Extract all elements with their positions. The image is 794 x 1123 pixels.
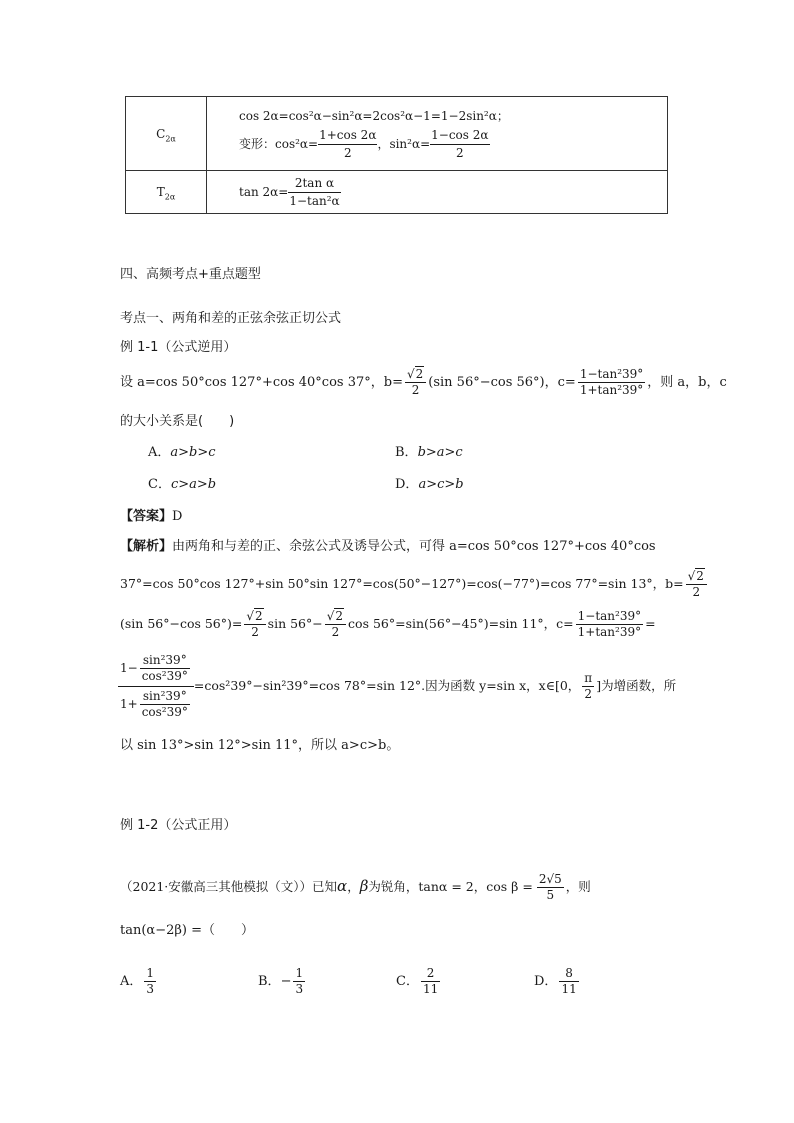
analysis-line5: 以 sin 13°>sin 12°>sin 11°，所以 a>c>b。 (120, 738, 400, 753)
analysis-l3-b: sin 56°− (267, 616, 323, 631)
analysis-l4-den-c: cos²39° (141, 705, 188, 719)
q2-den: 5 (546, 888, 555, 902)
answer-label: 【答案】 (120, 509, 173, 524)
c2a-line1: cos 2α=cos²α−sin²α=2cos²α−1=1−2sin²α； (239, 109, 509, 123)
analysis-l4-num (118, 653, 194, 687)
option-c-text: c>a>b (170, 477, 217, 492)
q2-option-a-den: 3 (146, 982, 155, 996)
c2a-label: C (156, 126, 166, 141)
q2-option-a[interactable] (120, 962, 158, 1002)
analysis-l4-den-frac (140, 689, 190, 720)
q2-alpha: α (337, 877, 348, 895)
example2-question-line2: tan(α−2β) =（ ） (120, 923, 254, 938)
analysis-l4-tail: =cos²39°−sin²39°=cos 78°=sin 12°.因为函数 y=sin x，x∈[0， (193, 678, 581, 693)
c2a-frac1 (318, 127, 377, 162)
option-a[interactable] (148, 446, 216, 459)
q2-num: 2√5 (538, 872, 562, 886)
q1-part-a: 设 a=cos 50°cos 127°+cos 40°cos 37°，b= (120, 375, 403, 390)
q2-option-c-den: 11 (422, 982, 439, 996)
option-b-label: B． (395, 445, 418, 460)
analysis-l4-den-b: sin²39° (140, 689, 190, 705)
q1-b-frac (405, 367, 426, 398)
c2a-line2-mid: ，sin²α= (377, 137, 431, 151)
analysis-l3-sqrt1: 2 (255, 609, 263, 623)
example1-question-line1 (120, 367, 727, 398)
kaodian-title: 考点一、两角和差的正弦余弦正切公式 (120, 311, 342, 326)
c2a-line2 (239, 127, 667, 162)
analysis-line4 (118, 650, 676, 722)
analysis-l4-pi: π (584, 671, 593, 685)
option-d[interactable] (395, 478, 464, 491)
section-title: 四、高频考点+重点题型 (120, 267, 261, 282)
analysis-line1 (120, 540, 656, 553)
q2-option-b-label: B． (258, 974, 281, 989)
q2-prefix: （2021·安徽高三其他模拟（文））已知 (120, 879, 338, 894)
q1-tail: ，则 a，b，c (647, 375, 727, 390)
q1-c-den: 1+tan²39° (579, 383, 644, 397)
option-d-label: D． (395, 477, 419, 492)
analysis-l4-den (118, 687, 194, 720)
analysis-l4-num-b: sin²39° (140, 653, 190, 669)
option-b[interactable] (395, 446, 463, 459)
c2a-sub: 2α (165, 133, 176, 143)
t2a-label-cell (126, 171, 207, 214)
q2-option-d-frac (559, 966, 578, 997)
analysis-label: 【解析】 (120, 539, 173, 554)
analysis-l3-cnum: 1−tan²39° (577, 609, 642, 623)
example2-question-line1 (120, 866, 591, 907)
analysis-l1-text: 由两角和与差的正、余弦公式及诱导公式，可得 a=cos 50°cos 127°+cos 40°cos (172, 539, 656, 554)
q2-option-b-num: 1 (295, 966, 304, 980)
q2-option-d-label: D． (534, 974, 558, 989)
q2-end: ，则 (565, 879, 591, 894)
q2-option-d-den: 11 (561, 982, 577, 996)
analysis-l4-bigfrac (118, 653, 194, 720)
q2-option-c-num: 2 (421, 966, 440, 982)
t2a-prefix: tan 2α= (239, 184, 289, 199)
q2-frac (537, 872, 564, 903)
c2a-frac1-den: 2 (343, 146, 352, 160)
analysis-l3-cden: 1+tan²39° (577, 625, 642, 639)
analysis-l4-num-c: cos²39° (141, 669, 188, 683)
analysis-line3 (120, 604, 656, 644)
q2-option-c-label: C． (396, 974, 419, 989)
t2a-num: 2tan α (288, 175, 340, 193)
q2-option-a-label: A． (120, 974, 143, 989)
t2a-frac (288, 175, 340, 210)
t2a-formula-cell (207, 171, 668, 214)
q2-mid: ， (347, 879, 360, 894)
analysis-l4-end: ]为增函数，所 (596, 678, 677, 693)
example1-question-line2: 的大小关系是( ) (120, 414, 235, 429)
q2-option-d[interactable] (534, 962, 581, 1002)
analysis-line2 (120, 566, 709, 602)
analysis-l2-frac (686, 569, 707, 600)
option-c[interactable] (148, 478, 216, 491)
q1-c-frac (578, 367, 645, 398)
option-c-label: C． (148, 477, 171, 492)
t2a-den: 1−tan²α (289, 193, 340, 208)
analysis-l3-frac3 (576, 609, 643, 640)
c2a-frac1-num: 1+cos 2α (318, 127, 377, 145)
analysis-l3-frac1 (244, 609, 265, 640)
q2-option-b-sign: − (280, 974, 292, 989)
q1-b-den: 2 (411, 383, 420, 397)
option-a-text: a>b>c (170, 445, 216, 460)
q1-b-num: √2 (405, 367, 426, 383)
answer-line (120, 510, 182, 523)
option-b-text: b>a>c (417, 445, 463, 460)
q2-mid2: 为锐角，tanα = 2，cos β = (368, 879, 533, 894)
c2a-frac2-num: 1−cos 2α (430, 127, 489, 145)
analysis-l4-pi-frac (582, 671, 594, 702)
analysis-l3-frac2 (325, 609, 346, 640)
analysis-l2-text: 37°=cos 50°cos 127°+sin 50°sin 127°=cos(50°−127°)=cos(−77°)=cos 77°=sin 13°，b= (120, 576, 684, 591)
q1-b-sqrt: 2 (415, 367, 424, 381)
analysis-l4-pi-den: 2 (584, 687, 593, 701)
analysis-l2-sqrt: 2 (696, 569, 704, 583)
q2-option-a-num: 1 (146, 966, 155, 980)
q1-c-num: 1−tan²39° (579, 367, 644, 381)
q2-beta: β (359, 877, 369, 895)
analysis-l3-den1: 2 (251, 625, 259, 639)
analysis-l3-sqrt2: 2 (335, 609, 344, 623)
analysis-l2-num: √2 (686, 569, 707, 585)
analysis-l3-frac1-num: √2 (244, 609, 265, 625)
c2a-line2-prefix: 变形：cos²α= (239, 137, 319, 151)
example1-heading: 例 1-1（公式逆用） (120, 340, 237, 355)
q2-option-d-num: 8 (559, 966, 578, 982)
analysis-l4-num-a: 1− (120, 661, 138, 675)
analysis-l3-a: (sin 56°−cos 56°)= (120, 616, 243, 631)
option-d-text: a>c>b (418, 477, 464, 492)
t2a-label: T (156, 185, 165, 199)
q2-option-b[interactable] (258, 962, 307, 1002)
analysis-l3-c: cos 56°=sin(56°−45°)=sin 11°，c= (348, 616, 574, 631)
analysis-l3-den2: 2 (331, 625, 340, 639)
c2a-frac2-den: 2 (456, 146, 464, 160)
analysis-l2-den: 2 (692, 585, 701, 599)
analysis-l4-num-frac (140, 653, 190, 684)
q2-option-b-den: 3 (295, 982, 304, 996)
q2-option-b-frac (293, 966, 305, 997)
c2a-formula-cell (207, 97, 668, 171)
q2-option-c[interactable] (396, 962, 442, 1002)
q2-option-c-frac (421, 966, 440, 997)
analysis-l3-eq: = (645, 616, 656, 631)
c2a-frac2 (430, 127, 489, 162)
t2a-sub: 2α (164, 192, 176, 202)
option-a-label: A． (148, 445, 171, 460)
q2-option-a-frac (144, 966, 156, 997)
q1-b-tail: (sin 56°−cos 56°)，c= (428, 375, 576, 390)
example2-heading: 例 1-2（公式正用） (120, 818, 237, 833)
answer-value: D (172, 509, 183, 524)
formula-table (125, 96, 668, 214)
c2a-label-cell (126, 97, 207, 171)
analysis-l4-den-a: 1+ (120, 697, 138, 711)
analysis-l3-frac2-num: √2 (325, 609, 346, 625)
